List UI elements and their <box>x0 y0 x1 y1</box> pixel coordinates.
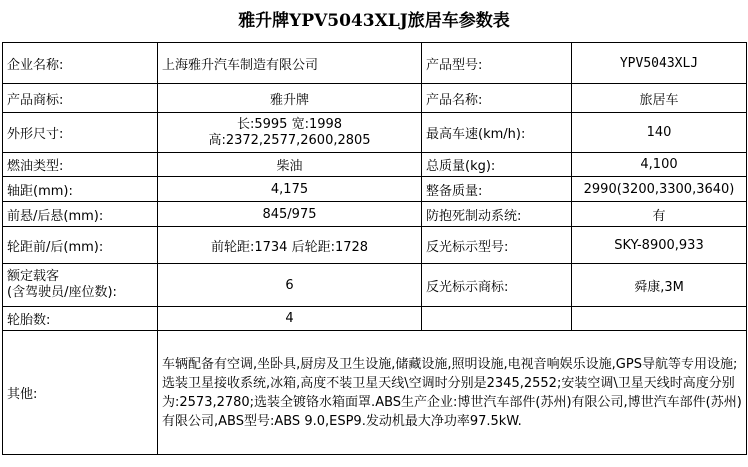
fuel-type-value: 柴油 <box>158 153 422 177</box>
table-row <box>3 202 747 227</box>
passenger-capacity-value: 6 <box>158 264 422 307</box>
other-notes: 车辆配备有空调,坐卧具,厨房及卫生设施,储藏设施,照明设施,电视音响娱乐设施,GPS导航等专用设施;选装卫星接收系统,冰箱,高度不装卫星天线\空调时分别是2345,2552;安装空调\卫星天线时高度分别为:2573,2780;选装全镀铬水箱面罩.ABS生产企业:博世汽车部件(苏州)有限公司,博世汽车部件(苏州)有限公司,ABS型号:ABS 9.0,ESP9.发动机最大净功率97.5kW. <box>158 331 747 455</box>
track-width-label: 轮距前/后(mm): <box>3 227 158 264</box>
table-row <box>3 307 747 331</box>
company-value: 上海雅升汽车制造有限公司 <box>158 43 422 84</box>
abs-label: 防抱死制动系统: <box>422 202 572 227</box>
passenger-capacity-label-line1: 额定载客 <box>7 269 60 284</box>
table-row <box>3 84 747 113</box>
curb-mass-label: 整备质量: <box>422 177 572 202</box>
table-row <box>3 153 747 177</box>
spec-table <box>2 42 747 455</box>
brand-label: 产品商标: <box>3 84 158 113</box>
product-name-label: 产品名称: <box>422 84 572 113</box>
empty-cell <box>572 307 747 331</box>
overhang-label: 前悬/后悬(mm): <box>3 202 158 227</box>
wheelbase-label: 轴距(mm): <box>3 177 158 202</box>
dimensions-label: 外形尺寸: <box>3 113 158 153</box>
table-row <box>3 331 747 455</box>
curb-mass-value: 2990(3200,3300,3640) <box>572 177 747 202</box>
brand-value: 雅升牌 <box>158 84 422 113</box>
dimensions-length-width: 长:5995 宽:1998 <box>236 116 343 132</box>
passenger-capacity-label <box>3 264 158 307</box>
table-row <box>3 113 747 153</box>
max-speed-label: 最高车速(km/h): <box>422 113 572 153</box>
reflector-brand-label: 反光标示商标: <box>422 264 572 307</box>
dimensions-value <box>158 113 422 153</box>
product-name-value: 旅居车 <box>572 84 747 113</box>
table-row <box>3 264 747 307</box>
abs-value: 有 <box>572 202 747 227</box>
track-width-value: 前轮距:1734 后轮距:1728 <box>158 227 422 264</box>
table-row <box>3 43 747 84</box>
reflector-model-value: SKY-8900,933 <box>572 227 747 264</box>
tire-count-label: 轮胎数: <box>3 307 158 331</box>
table-row <box>3 227 747 264</box>
table-row <box>3 177 747 202</box>
passenger-capacity-label-line2: (含驾驶员/座位数): <box>7 285 117 300</box>
fuel-type-label: 燃油类型: <box>3 153 158 177</box>
gross-mass-label: 总质量(kg): <box>422 153 572 177</box>
gross-mass-value: 4,100 <box>572 153 747 177</box>
wheelbase-value: 4,175 <box>158 177 422 202</box>
reflector-brand-value: 舜康,3M <box>572 264 747 307</box>
sheet-title: 雅升牌YPV5043XLJ旅居车参数表 <box>238 11 510 31</box>
company-label: 企业名称: <box>3 43 158 84</box>
tire-count-value: 4 <box>158 307 422 331</box>
max-speed-value: 140 <box>572 113 747 153</box>
model-value: YPV5043XLJ <box>572 43 747 84</box>
overhang-value: 845/975 <box>158 202 422 227</box>
dimensions-height: 高:2372,2577,2600,2805 <box>208 132 371 148</box>
empty-cell <box>422 307 572 331</box>
model-label: 产品型号: <box>422 43 572 84</box>
other-label: 其他: <box>3 331 158 455</box>
reflector-model-label: 反光标示型号: <box>422 227 572 264</box>
